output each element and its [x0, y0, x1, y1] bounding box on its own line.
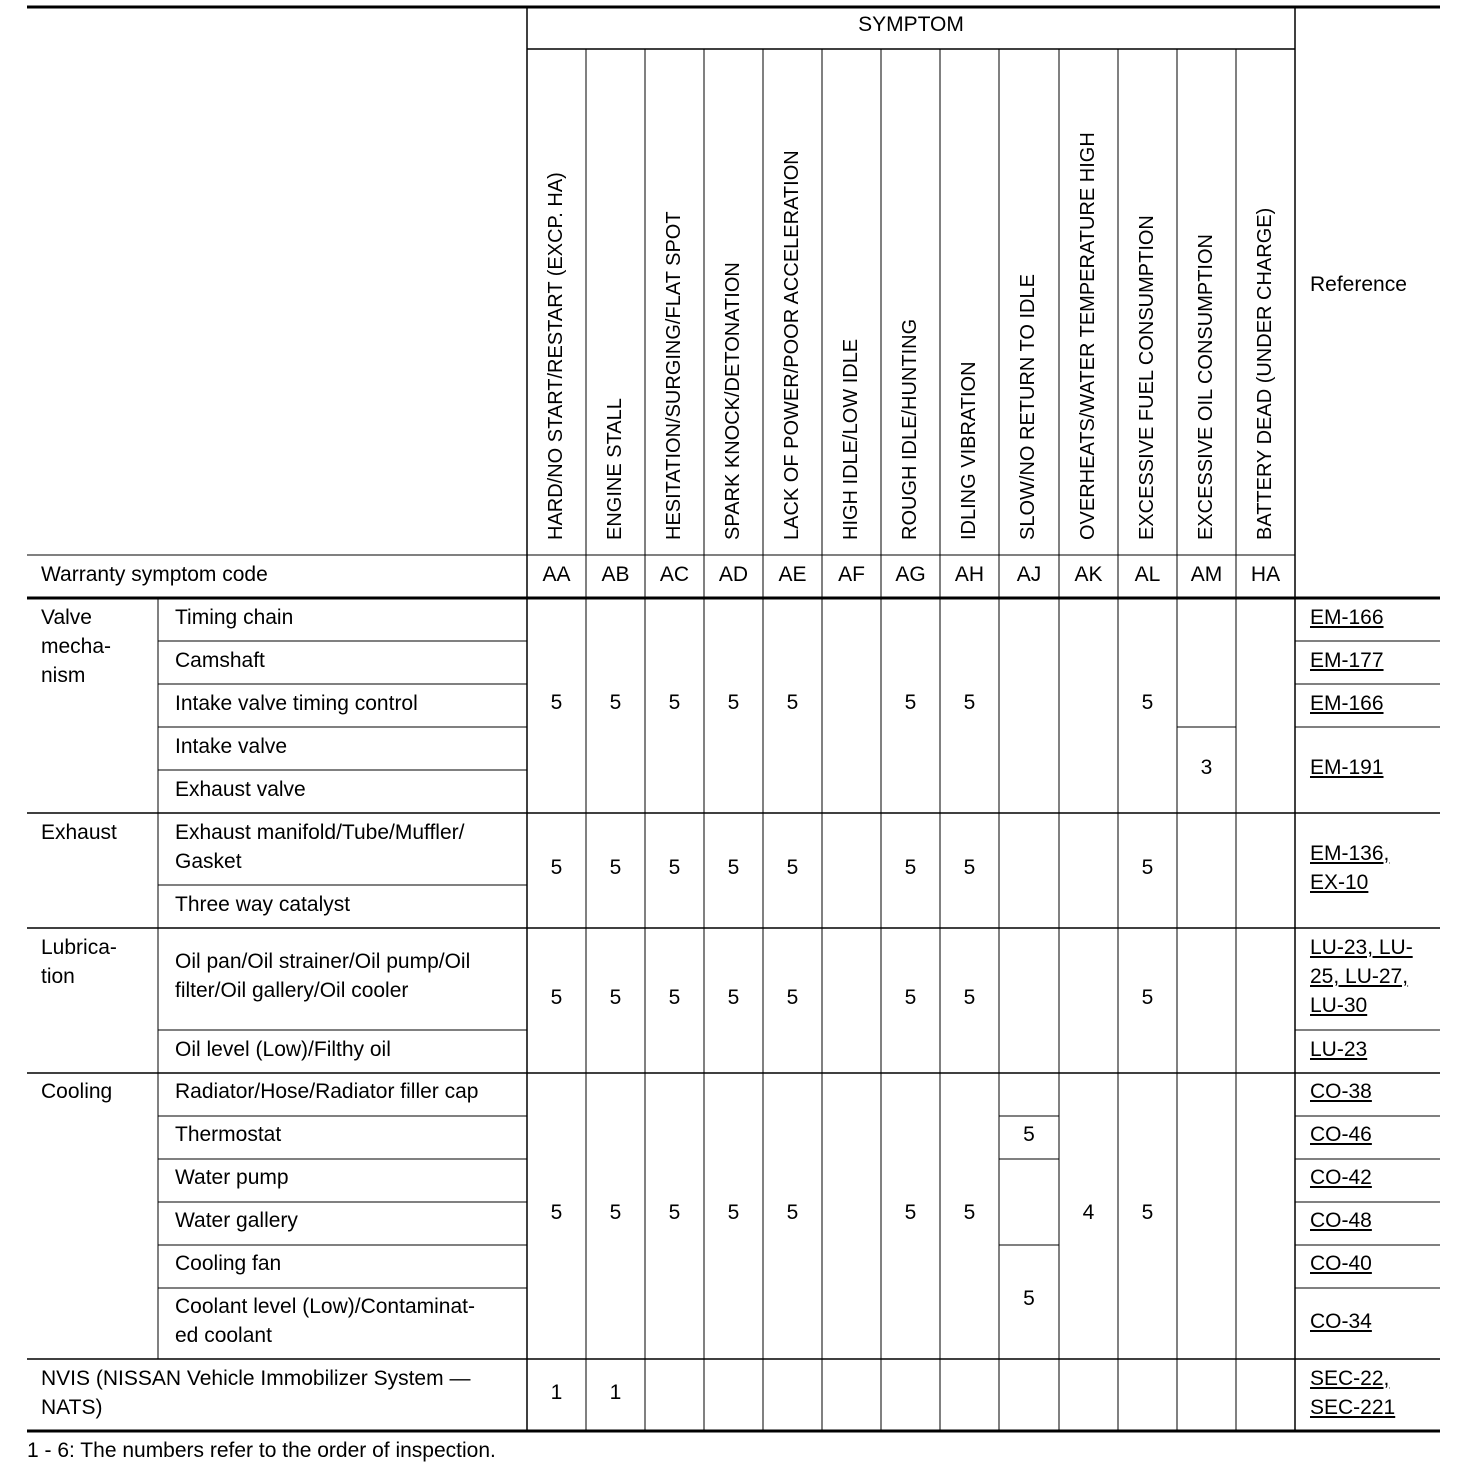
item-oil-level: Oil level (Low)/Filthy oil	[175, 1038, 391, 1061]
warranty-code: HA	[1250, 563, 1281, 586]
cell-value: 5	[904, 986, 917, 1009]
symptom-label-ag: ROUGH IDLE/HUNTING	[899, 318, 921, 540]
item-cooling-fan: Cooling fan	[175, 1252, 282, 1275]
symptom-label-ha: BATTERY DEAD (UNDER CHARGE)	[1254, 207, 1276, 540]
cell-value: 5	[609, 691, 622, 714]
cell-value: 5	[1141, 1201, 1154, 1224]
reference-link[interactable]: EM-166	[1310, 606, 1384, 629]
reference-link[interactable]: EX-10	[1310, 871, 1369, 894]
cell-value: 5	[786, 856, 799, 879]
item-thermostat: Thermostat	[175, 1123, 282, 1146]
reference-link[interactable]: SEC-221	[1310, 1396, 1396, 1419]
symptom-label-aj: SLOW/NO RETURN TO IDLE	[1017, 274, 1039, 540]
item-intake-valve: Intake valve	[175, 735, 288, 758]
cell-value: 5	[609, 986, 622, 1009]
symptom-header: SYMPTOM	[858, 13, 964, 36]
cell-value: 4	[1082, 1201, 1095, 1224]
cell-value: 5	[1141, 856, 1154, 879]
cell-value: 1	[609, 1381, 622, 1404]
item-water-gallery: Water gallery	[175, 1209, 298, 1232]
item-timing-chain: Timing chain	[175, 606, 294, 629]
item-water-pump: Water pump	[175, 1166, 289, 1189]
reference-link[interactable]: CO-46	[1310, 1123, 1372, 1146]
cell-value: 5	[727, 691, 740, 714]
reference-link[interactable]: LU-30	[1310, 994, 1368, 1017]
cell-value: 5	[786, 691, 799, 714]
group-label-nvis: NVIS (NISSAN Vehicle Immobilizer System — NATS)	[41, 1367, 471, 1419]
warranty-code: AA	[542, 563, 571, 586]
warranty-code: AF	[838, 563, 865, 586]
symptom-label-ad: SPARK KNOCK/DETONATION	[722, 262, 744, 540]
warranty-code: AL	[1134, 563, 1161, 586]
reference-link[interactable]: EM-136,	[1310, 842, 1390, 865]
warranty-code: AE	[778, 563, 807, 586]
cell-value: 5	[550, 986, 563, 1009]
item-oil-pan: Oil pan/Oil strainer/Oil pump/Oil filter/Oil gallery/Oil cooler	[175, 950, 471, 1002]
reference-link[interactable]: CO-48	[1310, 1209, 1372, 1232]
cell-value: 5	[609, 856, 622, 879]
symptom-label-ah: IDLING VIBRATION	[958, 361, 980, 540]
cell-value: 5	[668, 986, 681, 1009]
group-label-lubrication: Lubrica- tion	[41, 936, 117, 988]
symptom-label-ae: LACK OF POWER/POOR ACCELERATION	[781, 150, 803, 540]
cell-value: 5	[963, 856, 976, 879]
reference-link[interactable]: LU-23, LU-	[1310, 936, 1413, 959]
cell-value: 3	[1200, 756, 1213, 779]
item-camshaft: Camshaft	[175, 649, 265, 672]
symptom-label-ac: HESITATION/SURGING/FLAT SPOT	[663, 211, 685, 540]
reference-link[interactable]: 25, LU-27,	[1310, 965, 1409, 988]
cell-value: 5	[963, 691, 976, 714]
cell-value: 5	[904, 856, 917, 879]
symptom-label-al: EXCESSIVE FUEL CONSUMPTION	[1136, 215, 1158, 540]
reference-header: Reference	[1310, 273, 1407, 296]
warranty-code: AK	[1074, 563, 1103, 586]
item-coolant-level: Coolant level (Low)/Contaminat- ed coolant	[175, 1295, 475, 1347]
warranty-code: AD	[718, 563, 749, 586]
group-label-cooling: Cooling	[41, 1080, 113, 1103]
cell-value: 5	[550, 691, 563, 714]
item-exhaust-manifold: Exhaust manifold/Tube/Muffler/ Gasket	[175, 821, 465, 873]
symptom-label-af: HIGH IDLE/LOW IDLE	[840, 338, 862, 540]
cell-value: 5	[786, 986, 799, 1009]
symptom-label-aa: HARD/NO START/RESTART (EXCP. HA)	[545, 172, 567, 540]
cell-value: 5	[668, 691, 681, 714]
reference-link[interactable]: LU-23	[1310, 1038, 1368, 1061]
warranty-code: AB	[601, 563, 630, 586]
cell-value: 5	[668, 1201, 681, 1224]
warranty-code: AJ	[1016, 563, 1042, 586]
cell-value: 5	[904, 691, 917, 714]
warranty-code: AH	[954, 563, 985, 586]
cell-value: 5	[1141, 691, 1154, 714]
cell-value: 5	[1141, 986, 1154, 1009]
cell-value: 5	[727, 1201, 740, 1224]
warranty-code-label: Warranty symptom code	[41, 563, 268, 586]
reference-link[interactable]: CO-34	[1310, 1310, 1372, 1333]
footnote: 1 - 6: The numbers refer to the order of inspection.	[27, 1439, 496, 1462]
cell-value: 5	[550, 856, 563, 879]
group-label-valve: Valve mecha- nism	[41, 606, 112, 687]
cell-value: 5	[727, 986, 740, 1009]
reference-link[interactable]: CO-38	[1310, 1080, 1372, 1103]
item-exhaust-valve: Exhaust valve	[175, 778, 306, 801]
cell-value: 5	[1023, 1123, 1035, 1146]
reference-link[interactable]: EM-191	[1310, 756, 1384, 779]
item-intake-valve-timing: Intake valve timing control	[175, 692, 418, 715]
cell-value: 5	[609, 1201, 622, 1224]
cell-value: 5	[786, 1201, 799, 1224]
symptom-label-am: EXCESSIVE OIL CONSUMPTION	[1195, 234, 1217, 540]
warranty-code: AG	[895, 563, 926, 586]
group-label-exhaust: Exhaust	[41, 821, 117, 844]
cell-value: 5	[963, 986, 976, 1009]
reference-link[interactable]: CO-42	[1310, 1166, 1372, 1189]
cell-value: 5	[1023, 1287, 1035, 1310]
cell-value: 5	[668, 856, 681, 879]
reference-link[interactable]: EM-166	[1310, 692, 1384, 715]
cell-value: 5	[963, 1201, 976, 1224]
symptom-label-ab: ENGINE STALL	[604, 398, 626, 540]
cell-value: 5	[727, 856, 740, 879]
warranty-code: AC	[659, 563, 690, 586]
reference-link[interactable]: EM-177	[1310, 649, 1384, 672]
cell-value: 1	[550, 1381, 563, 1404]
reference-link[interactable]: CO-40	[1310, 1252, 1372, 1275]
warranty-code: AM	[1190, 563, 1223, 586]
item-three-way-catalyst: Three way catalyst	[175, 893, 351, 916]
cell-value: 5	[550, 1201, 563, 1224]
symptom-label-ak: OVERHEATS/WATER TEMPERATURE HIGH	[1077, 132, 1099, 540]
item-radiator: Radiator/Hose/Radiator filler cap	[175, 1080, 479, 1103]
cell-value: 5	[904, 1201, 917, 1224]
reference-link[interactable]: SEC-22,	[1310, 1367, 1390, 1390]
